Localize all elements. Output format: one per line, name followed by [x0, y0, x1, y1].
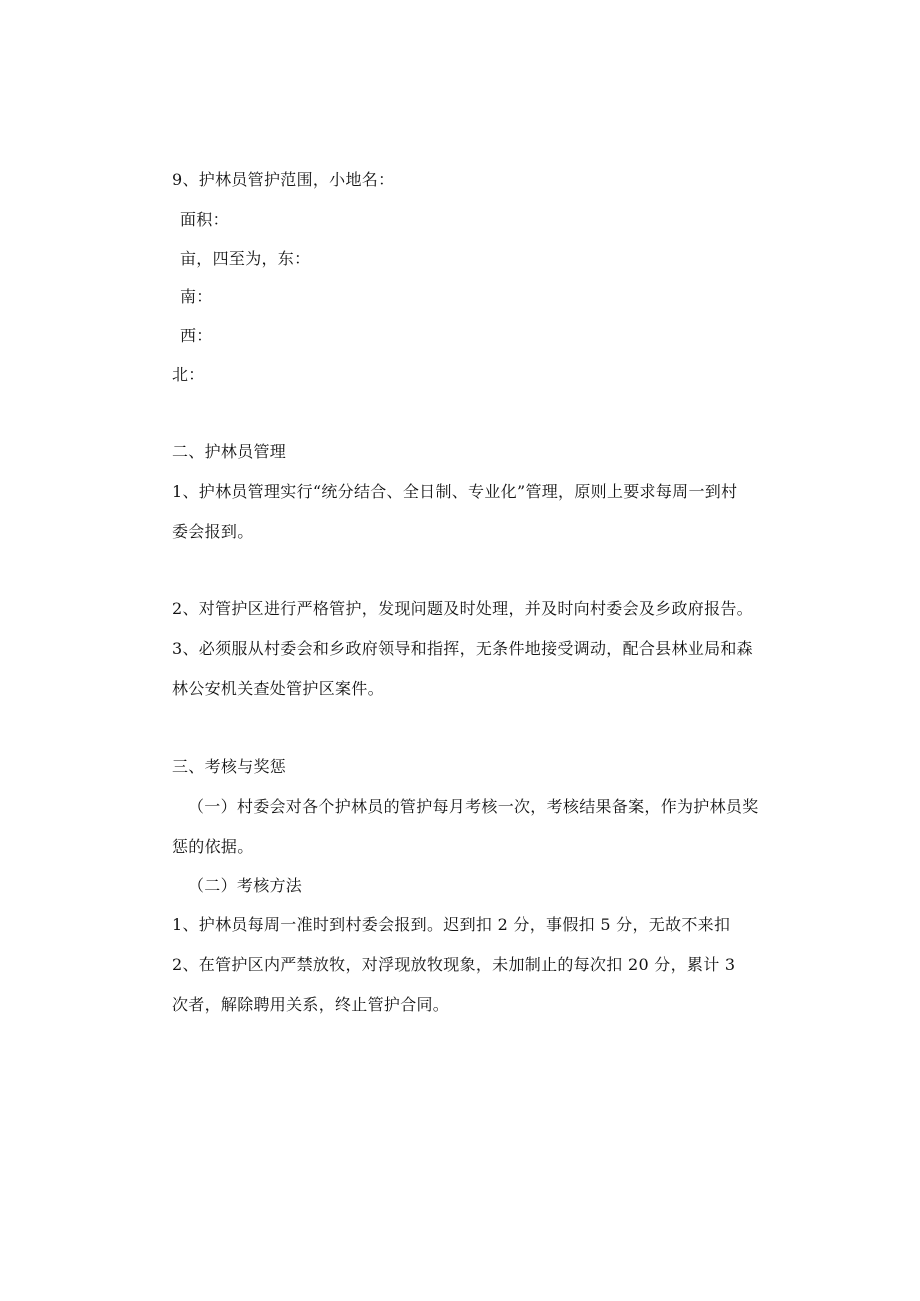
section-2-para-1-line-1: 1、护林员管理实行“统分结合、全日制、专业化”管理，原则上要求每周一到村 — [172, 482, 738, 501]
scope-south-label: 南： — [180, 287, 213, 306]
scope-mu-east-label: 亩，四至为，东： — [180, 249, 311, 268]
scope-area-label: 面积： — [180, 210, 229, 229]
section-2-heading: 二、护林员管理 — [172, 442, 287, 461]
section-3-rule-2-line-2: 次者，解除聘用关系，终止管护合同。 — [172, 995, 450, 1014]
section-3-rule-2-line-1: 2、在管护区内严禁放牧，对浮现放牧现象，未加制止的每次扣 20 分，累计 3 — [172, 955, 736, 974]
section-3-heading: 三、考核与奖惩 — [172, 757, 287, 776]
section-2-para-3-line-1: 3、必须服从村委会和乡政府领导和指挥，无条件地接受调动，配合县林业局和森 — [172, 639, 753, 658]
section-2-para-2: 2、对管护区进行严格管护，发现问题及时处理，并及时向村委会及乡政府报告。 — [172, 599, 753, 618]
section-2-para-3-line-2: 林公安机关查处管护区案件。 — [172, 679, 384, 698]
scope-north-label: 北： — [172, 365, 205, 384]
section-3-sub-2-heading: （二）考核方法 — [188, 876, 303, 895]
section-3-sub-1-line-1: （一）村委会对各个护林员的管护每月考核一次，考核结果备案，作为护林员奖 — [188, 797, 759, 816]
scope-west-label: 西： — [180, 326, 213, 345]
section-3-rule-1: 1、护林员每周一准时到村委会报到。迟到扣 2 分，事假扣 5 分，无故不来扣 — [172, 915, 731, 934]
section-3-sub-1-line-2: 惩的依据。 — [172, 837, 254, 856]
section-2-para-1-line-2: 委会报到。 — [172, 522, 254, 541]
scope-item-9: 9、护林员管护范围，小地名： — [172, 170, 395, 189]
